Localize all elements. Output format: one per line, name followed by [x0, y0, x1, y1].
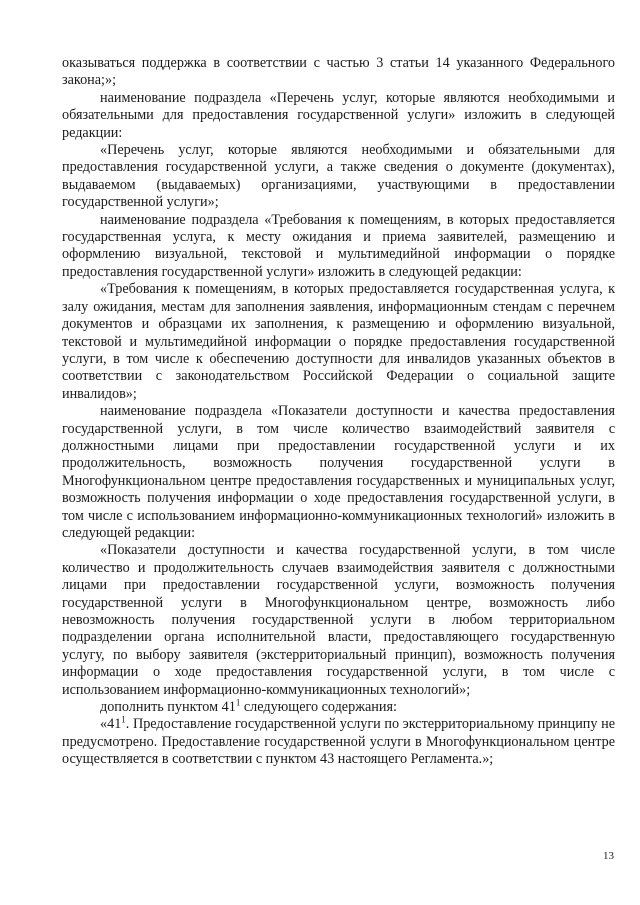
final-text-start: «41 — [100, 716, 122, 733]
paragraph-4: наименование подраздела «Требования к помещениям, в которых предоставляется государственная услуга, к месту ожидания и приема заявителей, размещению и оформлению визуальной, текстовой и мультимедийной информации о порядке предоставления государственной услуги» изложить в следующей редакции: — [62, 211, 615, 280]
addition-superscript: 1 — [235, 697, 241, 708]
paragraph-7: «Показатели доступности и качества государственной услуги, в том числе количество и продолжительность случаев взаимодействия заявителя с должностными лицами при предоставлении государственной услуги, возможность получения государственной услуги в Многофункциональном центре, возможность либо невозможность получения государственной услуги в любом территориальном подразделении органа исполнительной власти, предоставляющего государственную услугу, по выбору заявителя (экстерриториальный принцип), возможность получения информации о ходе предоставления государственной услуги, в том числе с использованием информационно-коммуникационных технологий»; — [62, 542, 615, 698]
paragraph-6: наименование подраздела «Показатели доступности и качества предоставления государственной услуги, в том числе количество взаимодействий заявителя с должностными лицами при предоставлении государственной услуги и их продолжительность, возможность получения государственной услуги в Многофункциональном центре предоставления государственных и муниципальных услуг, возможность получения информации о ходе предоставления государственной услуги, в том числе с использованием информационно-коммуникационных технологий» изложить в следующей редакции: — [62, 403, 615, 541]
document-body — [62, 55, 615, 769]
paragraph-3: «Перечень услуг, которые являются необходимыми и обязательными для предоставления государственной услуги, а также сведения о документе (документах), выдаваемом (выдаваемых) организациями, участвующими в предоставлении государственной услуги»; — [62, 142, 615, 211]
paragraph-1: оказываться поддержка в соответствии с частью 3 статьи 14 указанного Федерального закона;»; — [62, 55, 615, 89]
paragraph-final — [62, 716, 615, 768]
addition-text-end: следующего содержания: — [240, 699, 397, 716]
paragraph-addition — [62, 699, 615, 716]
paragraph-5: «Требования к помещениям, в которых предоставляется государственная услуга, к залу ожидания, местам для заполнения заявления, информационным стендам с перечнем документов и образцами их заполнения, к размещению и оформлению визуальной, текстовой и мультимедийной информации о порядке предоставления государственной услуги, в том числе к обеспечению доступности для инвалидов указанных объектов в соответствии с законодательством Российской Федерации о социальной защите инвалидов»; — [62, 281, 615, 402]
addition-text-start: дополнить пунктом 41 — [100, 699, 236, 716]
page-number: 13 — [603, 850, 614, 862]
paragraph-2: наименование подраздела «Перечень услуг, которые являются необходимыми и обязательными для предоставления государственной услуги» изложить в следующей редакции: — [62, 89, 615, 141]
final-superscript: 1 — [121, 714, 126, 725]
final-text-end: . Предоставление государственной услуги по экстерриториальному принципу не предусмотрено. Предоставление государственной услуги в Многофункциональном центре осуществляется в соответствии с пунктом 43 настоящего Регламента.»; — [62, 716, 615, 768]
